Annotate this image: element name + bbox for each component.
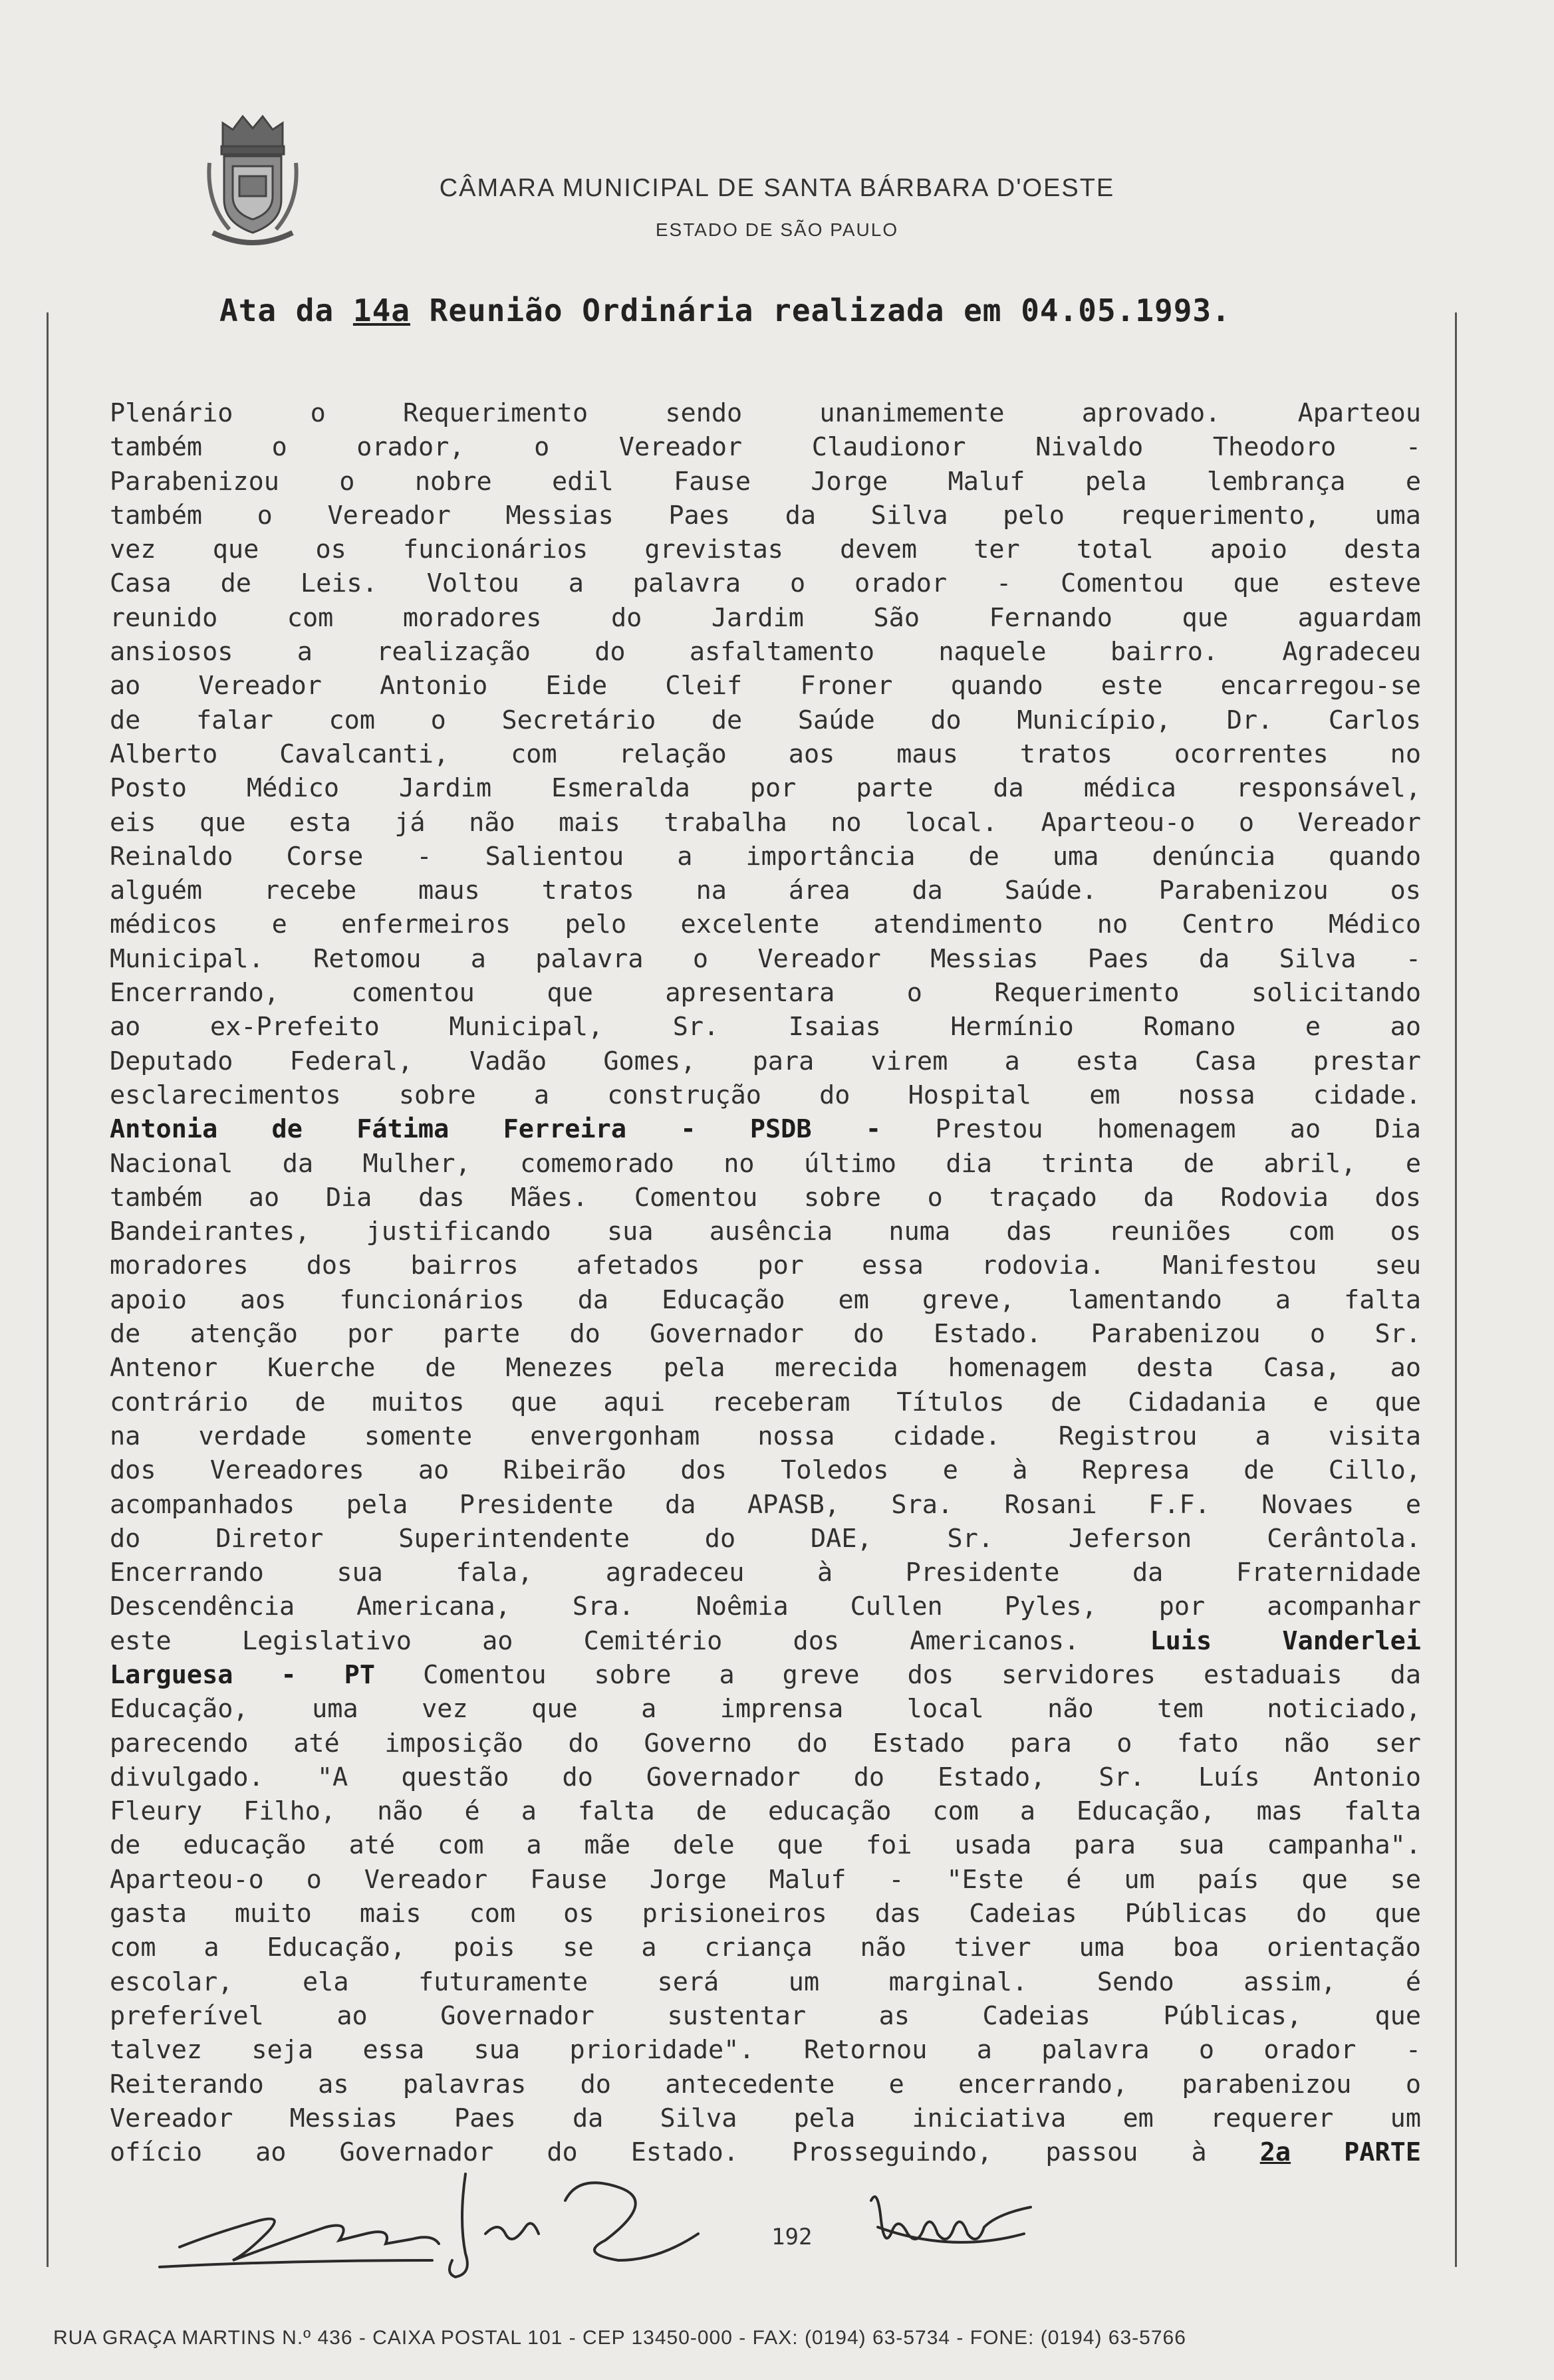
text-line: Posto Médico Jardim Esmeralda por parte da médica responsável,	[110, 773, 1421, 804]
text-line: apoio aos funcionários da Educação em greve, lamentando a falta	[110, 1284, 1421, 1315]
text-line: gasta muito mais com os prisioneiros das Cadeias Públicas do que	[110, 1899, 1421, 1929]
page-number: 192	[771, 2224, 813, 2250]
text-line: Aparteou-o o Vereador Fause Jorge Maluf - "Este é um país que se	[110, 1864, 1421, 1895]
text-line: Antenor Kuerche de Menezes pela merecida homenagem desta Casa, ao	[110, 1353, 1421, 1383]
text-line: de falar com o Secretário de Saúde do Município, Dr. Carlos	[110, 705, 1421, 735]
text-line: Fleury Filho, não é a falta de educação com a Educação, mas falta	[110, 1796, 1421, 1827]
text-line: parecendo até imposição do Governo do Estado para o fato não ser	[110, 1728, 1421, 1758]
text-line: ao Vereador Antonio Eide Cleif Froner quando este encarregou-se	[110, 671, 1421, 701]
text-line: contrário de muitos que aqui receberam Títulos de Cidadania e que	[110, 1387, 1421, 1417]
text-line: Reiterando as palavras do antecedente e encerrando, parabenizou o	[110, 2069, 1421, 2099]
text-line: Educação, uma vez que a imprensa local não tem noticiado,	[110, 1694, 1421, 1725]
text-line: ofício ao Governador do Estado. Prosseguindo, passou à 2a PARTE	[110, 2137, 1421, 2168]
signatures	[153, 2161, 1084, 2280]
text-line: também o Vereador Messias Paes da Silva pelo requerimento, uma	[110, 500, 1421, 531]
text-line: Nacional da Mulher, comemorado no último dia trinta de abril, e	[110, 1148, 1421, 1179]
text-line: esclarecimentos sobre a construção do Hospital em nossa cidade.	[110, 1080, 1421, 1110]
institution-state: ESTADO DE SÃO PAULO	[655, 219, 899, 240]
text-line: escolar, ela futuramente será um marginal. Sendo assim, é	[110, 1966, 1421, 1997]
text-line: alguém recebe maus tratos na área da Saúde. Parabenizou os	[110, 876, 1421, 906]
text-line: Descendência Americana, Sra. Noêmia Cullen Pyles, por acompanhar	[110, 1592, 1421, 1622]
title-suffix: Reunião Ordinária realizada em 04.05.1993.	[410, 293, 1231, 328]
text-line: Alberto Cavalcanti, com relação aos maus tratos ocorrentes no	[110, 739, 1421, 769]
text-line: este Legislativo ao Cemitério dos Americanos. Luis Vanderlei	[110, 1625, 1421, 1656]
text-line: divulgado. "A questão do Governador do Estado, Sr. Luís Antonio	[110, 1762, 1421, 1792]
text-line: preferível ao Governador sustentar as Cadeias Públicas, que	[110, 2000, 1421, 2031]
text-line: Encerrando, comentou que apresentara o Requerimento solicitando	[110, 978, 1421, 1009]
text-line: eis que esta já não mais trabalha no local. Aparteou-o o Vereador	[110, 807, 1421, 838]
text-line: vez que os funcionários grevistas devem ter total apoio desta	[110, 535, 1421, 565]
title-prefix: Ata da	[219, 293, 353, 328]
text-line: Reinaldo Corse - Salientou a importância de uma denúncia quando	[110, 841, 1421, 872]
text-line: Vereador Messias Paes da Silva pela iniciativa em requerer um	[110, 2103, 1421, 2133]
minutes-body	[110, 396, 1421, 2169]
text-line: de educação até com a mãe dele que foi usada para sua campanha".	[110, 1830, 1421, 1861]
text-line: Encerrando sua fala, agradeceu à Presidente da Fraternidade	[110, 1558, 1421, 1588]
title-ordinal: 14a	[352, 293, 410, 328]
text-line: acompanhados pela Presidente da APASB, Sra. Rosani F.F. Novaes e	[110, 1489, 1421, 1520]
text-line: do Diretor Superintendente do DAE, Sr. Jeferson Cerântola.	[110, 1523, 1421, 1554]
page-border-left	[47, 312, 49, 2267]
text-line: talvez seja essa sua prioridade". Retornou a palavra o orador -	[110, 2035, 1421, 2066]
footer-address: RUA GRAÇA MARTINS N.º 436 - CAIXA POSTAL 101 - CEP 13450-000 - FAX: (0194) 63-5734 - FONE: (0194) 63-5766	[53, 2327, 1186, 2349]
institution-name: CÂMARA MUNICIPAL DE SANTA BÁRBARA D'OESTE	[439, 174, 1115, 202]
text-line: dos Vereadores ao Ribeirão dos Toledos e à Represa de Cillo,	[110, 1455, 1421, 1486]
text-line: Municipal. Retomou a palavra o Vereador Messias Paes da Silva -	[110, 943, 1421, 974]
text-line: de atenção por parte do Governador do Estado. Parabenizou o Sr.	[110, 1319, 1421, 1350]
text-line: reunido com moradores do Jardim São Fernando que aguardam	[110, 602, 1421, 633]
page-border-right	[1455, 312, 1457, 2267]
text-line: também ao Dia das Mães. Comentou sobre o traçado da Rodovia dos	[110, 1182, 1421, 1213]
document-title	[219, 293, 1350, 328]
text-line: com a Educação, pois se a criança não tiver uma boa orientação	[110, 1933, 1421, 1963]
text-line: Antonia de Fátima Ferreira - PSDB - Prestou homenagem ao Dia	[110, 1114, 1421, 1145]
text-line: ao ex-Prefeito Municipal, Sr. Isaias Hermínio Romano e ao	[110, 1012, 1421, 1042]
text-line: Deputado Federal, Vadão Gomes, para virem a esta Casa prestar	[110, 1046, 1421, 1076]
text-line: Plenário o Requerimento sendo unanimemente aprovado. Aparteou	[110, 398, 1421, 428]
text-line: Larguesa - PT Comentou sobre a greve dos servidores estaduais da	[110, 1659, 1421, 1690]
text-line: ansiosos a realização do asfaltamento naquele bairro. Agradeceu	[110, 637, 1421, 667]
text-line: Parabenizou o nobre edil Fause Jorge Maluf pela lembrança e	[110, 466, 1421, 497]
text-line: moradores dos bairros afetados por essa rodovia. Manifestou seu	[110, 1250, 1421, 1281]
text-line: Casa de Leis. Voltou a palavra o orador - Comentou que esteve	[110, 568, 1421, 599]
text-line: também o orador, o Vereador Claudionor Nivaldo Theodoro -	[110, 432, 1421, 463]
text-line: médicos e enfermeiros pelo excelente atendimento no Centro Médico	[110, 909, 1421, 940]
text-line: Bandeirantes, justificando sua ausência numa das reuniões com os	[110, 1217, 1421, 1247]
text-line: na verdade somente envergonham nossa cidade. Registrou a visita	[110, 1421, 1421, 1451]
